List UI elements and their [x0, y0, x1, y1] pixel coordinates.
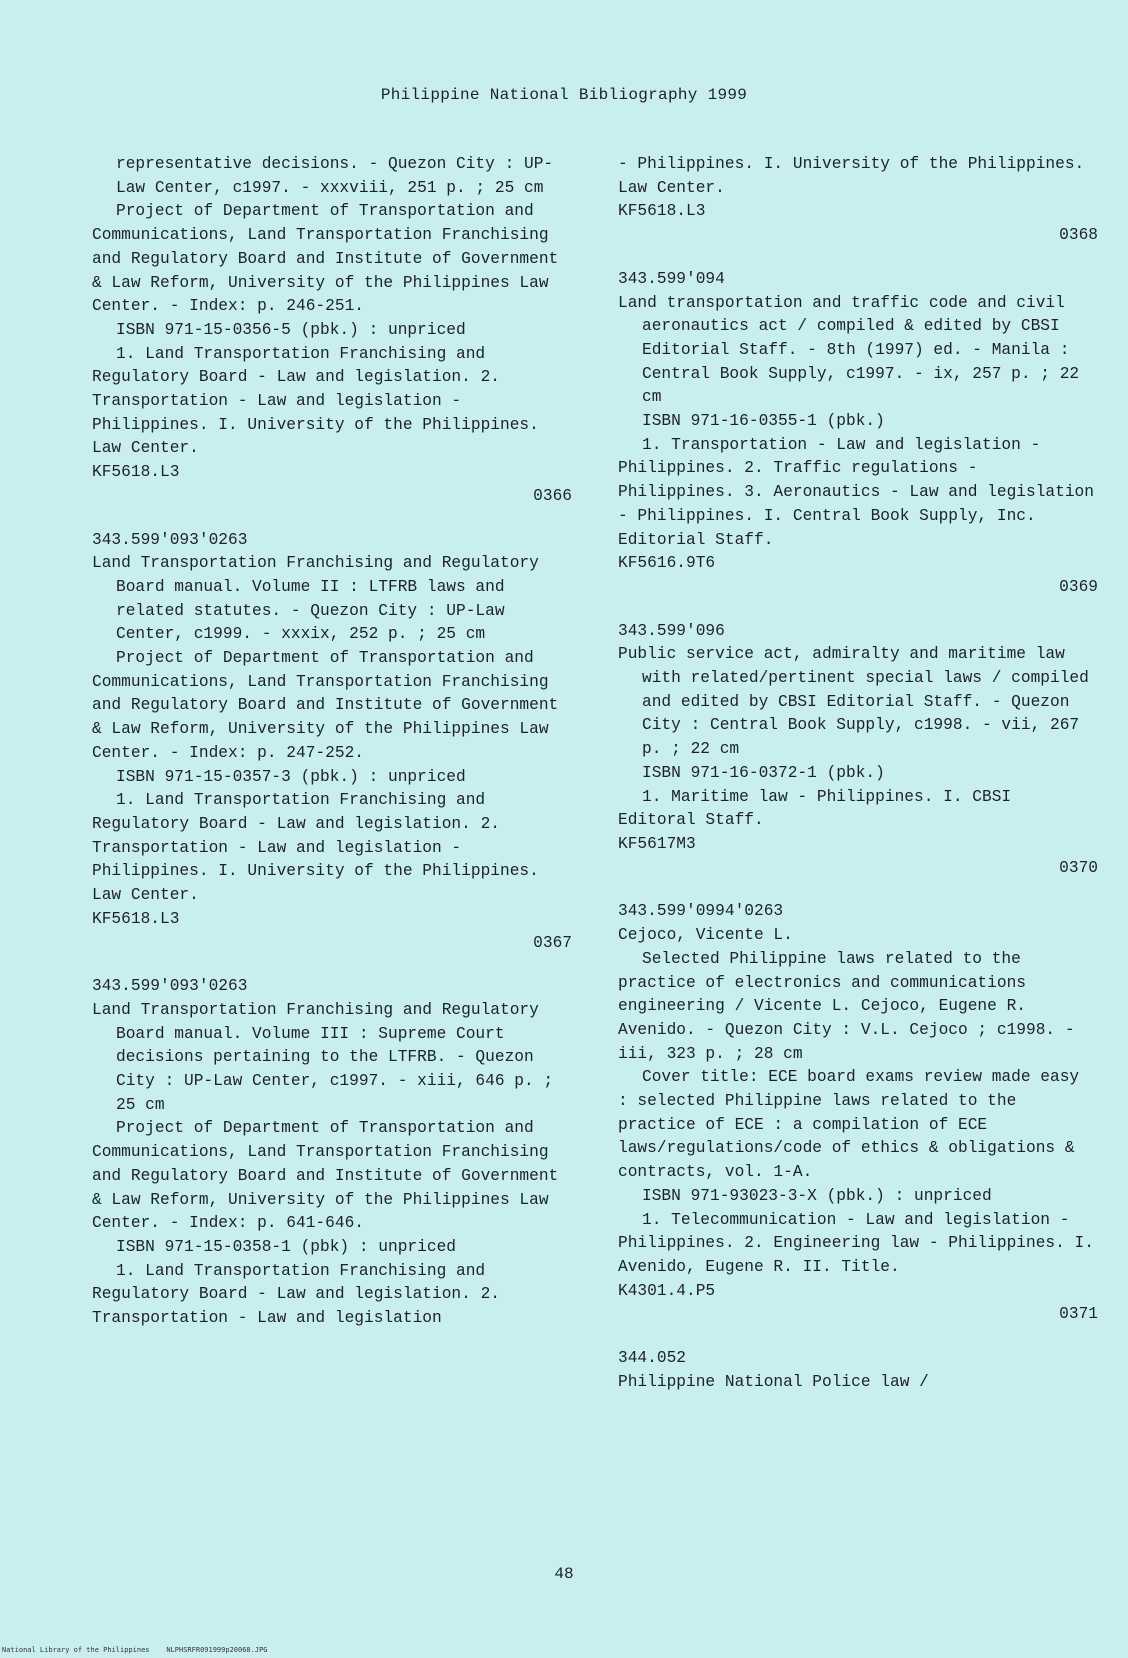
bibliography-entry	[618, 153, 1098, 248]
entry-line: KF5618.L3	[618, 202, 706, 221]
entry-line: K4301.4.P5	[618, 1281, 716, 1300]
entry-line: 1. Maritime law - Philippines. I. CBSI Editoral Staff.	[618, 787, 1012, 830]
entry-line: Cover title: ECE board exams review made easy : selected Philippine laws related to the practice of ECE : a compilation of ECE laws/regulations/code of ethics & obligations & contracts, vol. 1-A.	[618, 1068, 1080, 1182]
entry-line: Philippine National Police law /	[618, 1372, 929, 1391]
entry-line: 343.599'093'0263	[92, 530, 248, 549]
right-column	[618, 153, 1098, 1394]
left-column	[92, 153, 572, 1331]
bibliography-entry	[92, 975, 572, 1331]
bibliography-entry	[92, 529, 572, 956]
page-number: 48	[554, 1565, 574, 1583]
entry-line: ISBN 971-16-0355-1 (pbk.)	[642, 412, 885, 431]
entry-line: 343.599'093'0263	[92, 977, 248, 996]
bibliography-entry	[618, 620, 1098, 881]
entry-number: 0367	[533, 933, 572, 952]
entry-line: 1. Land Transportation Franchising and Regulatory Board - Law and legislation. 2. Transportation - Law and legislation - Philippines. I. University of the Philippines. Law Center.	[92, 791, 539, 905]
entry-line: KF5618.L3	[92, 463, 180, 482]
entry-line: KF5616.9T6	[618, 554, 716, 573]
entry-number: 0371	[1059, 1305, 1098, 1324]
bibliography-entry	[618, 268, 1098, 600]
entry-line: Cejoco, Vicente L.	[618, 926, 793, 945]
entry-line: Project of Department of Transportation and Communications, Land Transportation Franchising and Regulatory Board and Institute of Government & Law Reform, University of the Philippines Law Center. - Index: p. 246-251.	[92, 202, 559, 316]
entry-line: ISBN 971-93023-3-X (pbk.) : unpriced	[642, 1186, 992, 1205]
entry-number: 0366	[533, 486, 572, 505]
entry-line: 1. Land Transportation Franchising and Regulatory Board - Law and legislation. 2. Transportation - Law and legislation	[92, 1261, 500, 1328]
entry-line: ISBN 971-16-0372-1 (pbk.)	[642, 763, 885, 782]
entry-line: 1. Transportation - Law and legislation - Philippines. 2. Traffic regulations - Philippines. 3. Aeronautics - Law and legislation - Philippines. I. Central Book Supply, Inc. Editorial Staff.	[618, 435, 1094, 549]
entry-line: - Philippines. I. University of the Philippines. Law Center.	[618, 155, 1085, 197]
entry-line: 344.052	[618, 1349, 686, 1368]
bibliography-entry	[618, 900, 1098, 1327]
entry-line: 1. Land Transportation Franchising and Regulatory Board - Law and legislation. 2. Transportation - Law and legislation - Philippines. I. University of the Philippines. Law Center.	[92, 344, 539, 458]
entry-line: Public service act, admiralty and maritime law with related/pertinent special laws / compiled and edited by CBSI Editorial Staff. - Quezon City : Central Book Supply, c1998. - vii, 267 p. ; 22 cm	[618, 645, 1089, 759]
entry-line: ISBN 971-15-0357-3 (pbk.) : unpriced	[116, 767, 466, 786]
entry-line: Project of Department of Transportation and Communications, Land Transportation Franchising and Regulatory Board and Institute of Government & Law Reform, University of the Philippines Law Center. - Index: p. 641-646.	[92, 1119, 559, 1233]
bibliography-entry	[618, 1347, 1098, 1394]
entry-number: 0370	[1059, 858, 1098, 877]
entry-line: Land transportation and traffic code and civil aeronautics act / compiled & edited by CBSI Editorial Staff. - 8th (1997) ed. - Manila : Central Book Supply, c1997. - ix, 257 p. ; 22 cm	[618, 293, 1080, 407]
entry-line: ISBN 971-15-0356-5 (pbk.) : unpriced	[116, 320, 466, 339]
entry-line: representative decisions. - Quezon City : UP-Law Center, c1997. - xxxviii, 251 p. ; 25 cm	[116, 155, 554, 197]
entry-line: 343.599'0994'0263	[618, 902, 784, 921]
bibliography-entry	[92, 153, 572, 509]
scan-footer: National Library of the Philippines NLPHSRFR091999p20068.JPG	[2, 1646, 268, 1654]
entry-number: 0369	[1059, 577, 1098, 596]
entry-line: Land Transportation Franchising and Regulatory Board manual. Volume II : LTFRB laws and related statutes. - Quezon City : UP-Law Center, c1999. - xxxix, 252 p. ; 25 cm	[92, 554, 539, 644]
entry-line: Project of Department of Transportation and Communications, Land Transportation Franchising and Regulatory Board and Institute of Government & Law Reform, University of the Philippines Law Center. - Index: p. 247-252.	[92, 649, 559, 762]
entry-line: 343.599'096	[618, 621, 725, 640]
entry-line: ISBN 971-15-0358-1 (pbk) : unpriced	[116, 1237, 456, 1256]
page-header: Philippine National Bibliography 1999	[380, 86, 748, 104]
entry-line: Land Transportation Franchising and Regulatory Board manual. Volume III : Supreme Court decisions pertaining to the LTFRB. - Quezon City : UP-Law Center, c1997. - xiii, 646 p. ; 25 cm	[92, 1000, 554, 1114]
entry-line: Selected Philippine laws related to the practice of electronics and communications engineering / Vicente L. Cejoco, Eugene R. Avenido. - Quezon City : V.L. Cejoco ; c1998. - iii, 323 p. ; 28 cm	[618, 949, 1075, 1063]
entry-line: KF5618.L3	[92, 909, 180, 928]
entry-number: 0368	[1059, 226, 1098, 245]
entry-line: KF5617M3	[618, 834, 696, 853]
entry-line: 343.599'094	[618, 269, 725, 288]
entry-line: 1. Telecommunication - Law and legislation - Philippines. 2. Engineering law - Philippines. I. Avenido, Eugene R. II. Title.	[618, 1210, 1094, 1276]
